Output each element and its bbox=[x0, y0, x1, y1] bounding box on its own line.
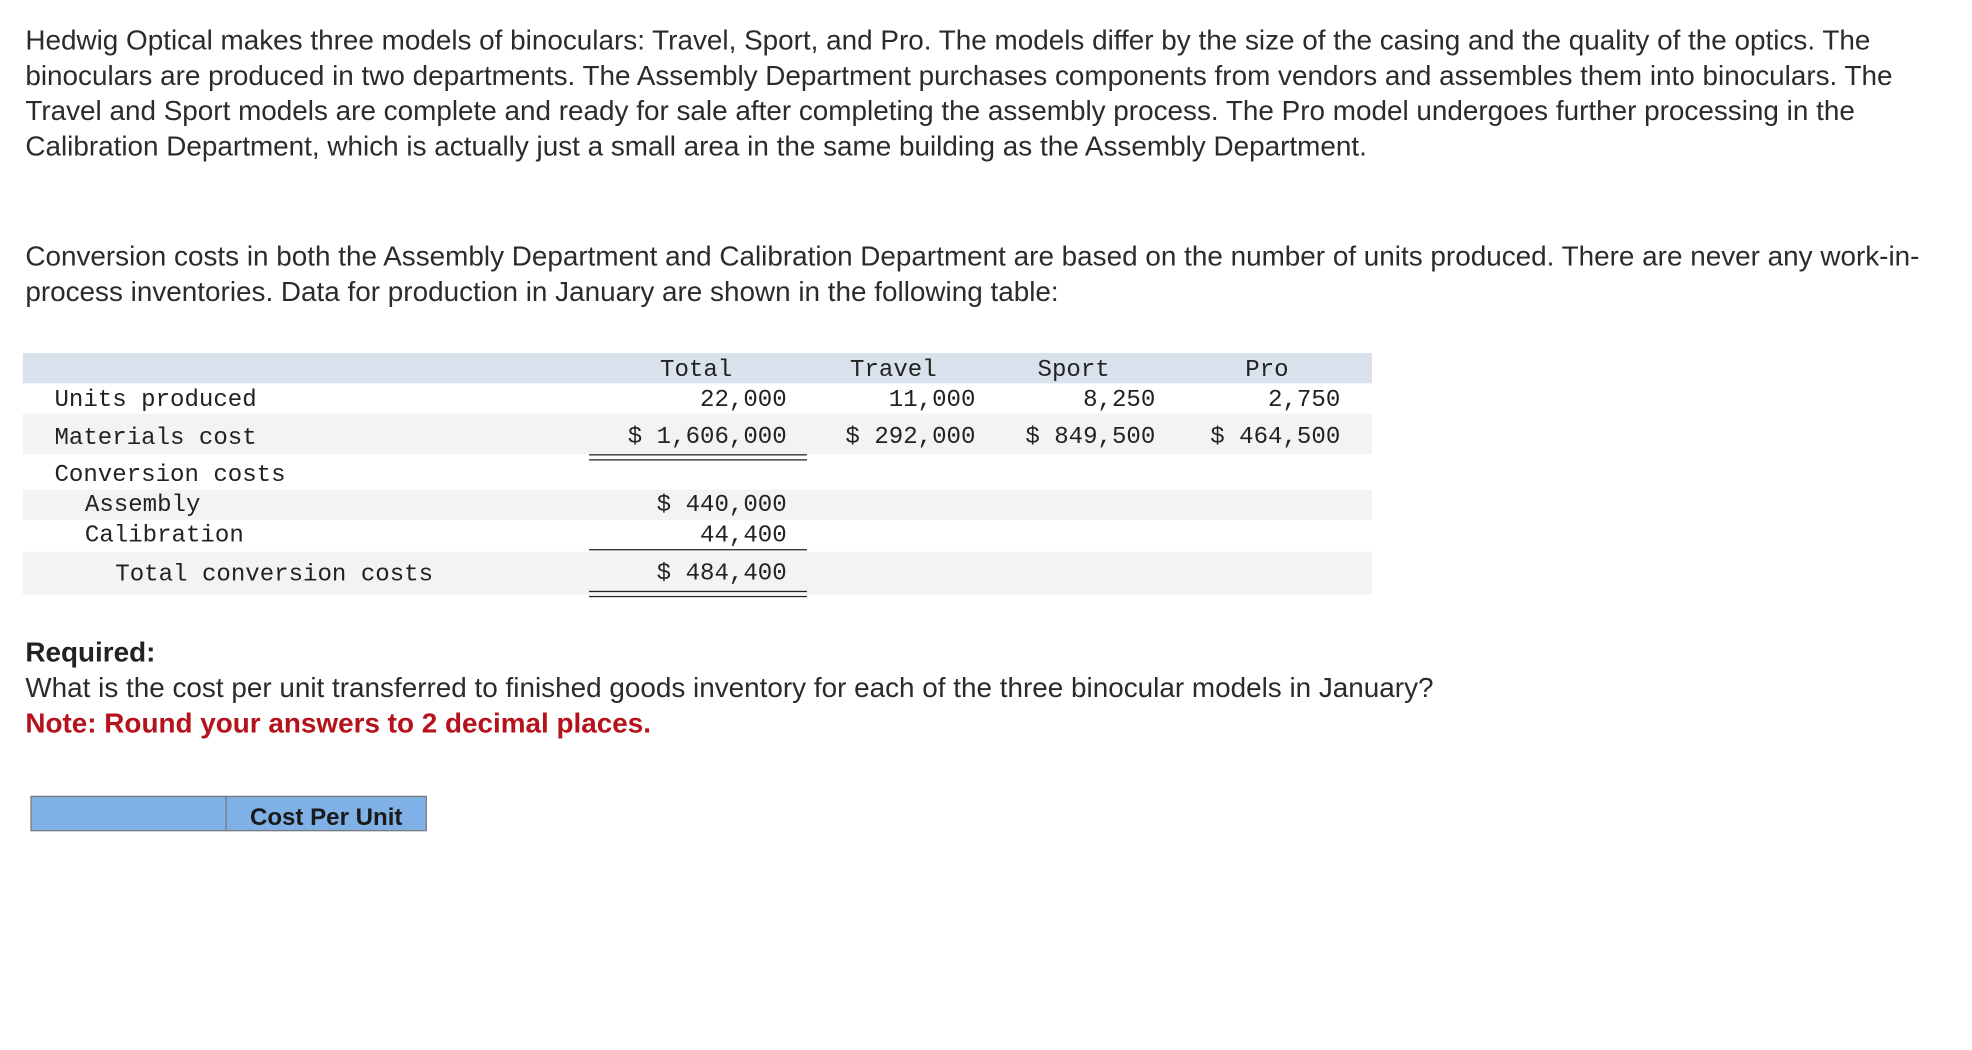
materials-cost-sport: $ 849,500 bbox=[1025, 422, 1156, 451]
row-units-produced bbox=[23, 383, 1372, 413]
header-total: Total bbox=[660, 355, 733, 384]
answer-header-cost-per-unit: Cost Per Unit bbox=[225, 796, 426, 831]
intro-paragraph-2: Conversion costs in both the Assembly Department and Calibration Department are based on the number of units produced. There are never any work-in-process inventories. Data for production in January are shown in the following table: bbox=[25, 240, 1920, 308]
required-note: Note: Round your answers to 2 decimal places. bbox=[25, 707, 652, 739]
row-conversion-costs bbox=[23, 459, 1372, 489]
conversion-costs-label: Conversion costs bbox=[54, 460, 286, 489]
table-header-row bbox=[23, 353, 1372, 383]
units-produced-sport: 8,250 bbox=[1083, 385, 1156, 414]
total-conversion-costs-label: Total conversion costs bbox=[115, 560, 434, 589]
answer-header-blank bbox=[30, 796, 226, 831]
row-total-conversion-costs bbox=[23, 552, 1372, 595]
header-sport: Sport bbox=[1037, 355, 1110, 384]
row-assembly bbox=[23, 490, 1372, 520]
units-produced-travel: 11,000 bbox=[888, 385, 976, 414]
calibration-total: 44,400 bbox=[700, 521, 787, 550]
required-question: What is the cost per unit transferred to finished goods inventory for each of the three binocular models in January? bbox=[25, 671, 1434, 704]
materials-cost-pro: $ 464,500 bbox=[1210, 422, 1341, 451]
units-produced-pro: 2,750 bbox=[1268, 385, 1341, 414]
materials-cost-total: $ 1,606,000 bbox=[627, 422, 787, 451]
units-produced-total: 22,000 bbox=[700, 385, 787, 414]
intro-paragraph-1: Hedwig Optical makes three models of binoculars: Travel, Sport, and Pro. The models differ by the size of the casing and the quality of the optics. The binoculars are produced in two departments. The Assembly Department purchases components from vendors and assembles them into binoculars. The Travel and Sport models are complete and ready for sale after completing the assembly process. The Pro model undergoes further processing in the Calibration Department, which is actually just a small area in the same building as the Assembly Department. bbox=[25, 24, 1893, 162]
assembly-label: Assembly bbox=[84, 490, 201, 519]
answer-table bbox=[30, 796, 427, 830]
total-conversion-costs-total: $ 484,400 bbox=[656, 559, 787, 588]
materials-cost-travel: $ 292,000 bbox=[845, 422, 976, 451]
calibration-label: Calibration bbox=[84, 521, 244, 550]
assembly-total: $ 440,000 bbox=[656, 490, 787, 519]
row-calibration bbox=[23, 520, 1372, 550]
conversion-total-double-rule bbox=[589, 591, 807, 597]
production-data-table bbox=[23, 353, 1372, 597]
conversion-subtotal-rule bbox=[589, 549, 807, 550]
required-label: Required: bbox=[25, 636, 156, 669]
header-pro: Pro bbox=[1245, 355, 1289, 384]
row-materials-cost bbox=[23, 414, 1372, 454]
header-travel: Travel bbox=[850, 355, 937, 384]
materials-cost-label: Materials cost bbox=[54, 423, 257, 452]
units-produced-label: Units produced bbox=[54, 385, 257, 414]
required-section bbox=[25, 635, 1925, 741]
